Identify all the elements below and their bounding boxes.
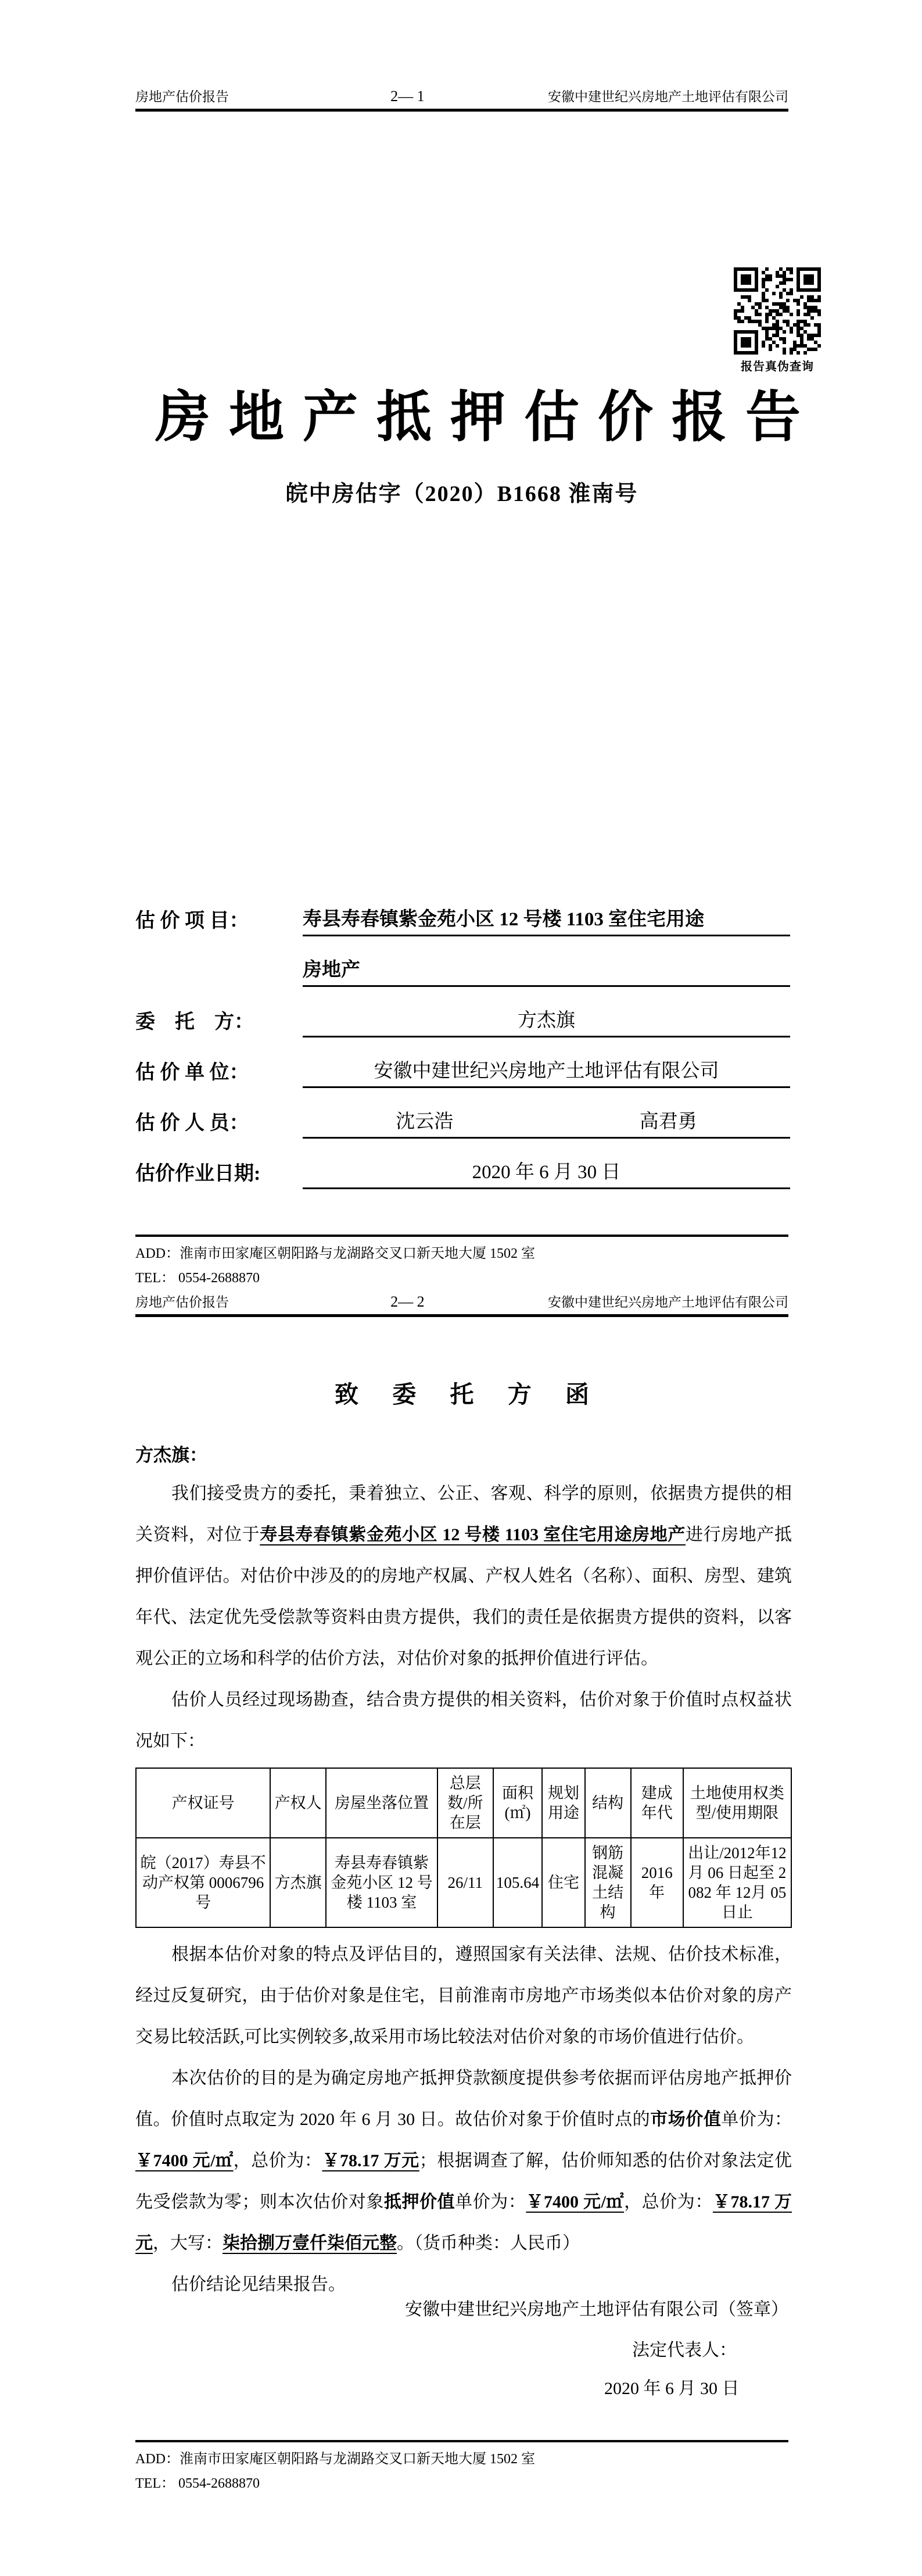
- field-client-value: 方杰旗: [303, 1005, 790, 1037]
- field-staff-value-1: 沈云浩: [396, 1111, 454, 1132]
- field-date: [135, 1139, 790, 1189]
- field-date-value: 2020 年 6 月 30 日: [303, 1157, 790, 1189]
- qr-caption: 报告真伪查询: [741, 360, 814, 373]
- field-project-value-line1: 寿县寿春镇紫金苑小区 12 号楼 1103 室住宅用途: [303, 904, 790, 936]
- running-header-company: 安徽中建世纪兴房地产土地评估有限公司: [548, 1295, 788, 1310]
- field-staff-label: 估 价 人 员：: [135, 1112, 249, 1134]
- field-staff-values: [303, 1106, 790, 1139]
- field-agency-label: 估 价 单 位：: [135, 1062, 249, 1083]
- cell-planned-use: 住宅: [542, 1838, 584, 1927]
- page1-running-footer: [135, 1235, 788, 1290]
- signature-date: 2020 年 6 月 30 日: [604, 2379, 740, 2398]
- table-header-row: [136, 1768, 791, 1838]
- col-land-use-right: 土地使用权类型/使用期限: [683, 1768, 791, 1838]
- footer-telephone: TEL： 0554-2688870: [135, 1271, 260, 1286]
- cell-year-built: 2016 年: [631, 1838, 683, 1927]
- paragraph-engagement: 我们接受贵方的委托，秉着独立、公正、客观、科学的原则，依据贵方提供的相关资料，对位于寿县寿春镇紫金苑小区 12 号楼 1103 室住宅用途房地产进行房地产抵押价值评估。对估价中涉及的的房地产权属、产权人姓名（名称）、面积、房型、建筑年代、法定优先受偿款等资料由贵方提供，我们的责任是依据贵方提供的资料，以客观公正的立场和科学的估价方法，对估价对象的抵押价值进行评估。: [135, 1484, 792, 1668]
- letter-body: [135, 1473, 792, 2305]
- field-staff: [135, 1088, 790, 1139]
- cell-land-use-right: 出让/2012年12 月 06 日起至 2082 年 12月 05 日止: [683, 1838, 791, 1927]
- running-header-page-number: 2— 2: [390, 1293, 425, 1310]
- col-area: 面积(㎡): [493, 1768, 543, 1838]
- field-project-line2: [303, 936, 790, 987]
- field-agency-value: 安徽中建世纪兴房地产土地评估有限公司: [303, 1056, 790, 1088]
- field-project-value-line2: 房地产: [303, 954, 790, 987]
- cell-structure: 钢筋混凝土结构: [585, 1838, 631, 1927]
- running-header-doc-type: 房地产估价报告: [135, 90, 229, 104]
- cover-form: [135, 886, 790, 1189]
- col-floors: 总层数/所在层: [437, 1768, 493, 1838]
- cell-location: 寿县寿春镇紫金苑小区 12 号楼 1103 室: [326, 1838, 437, 1927]
- running-header-company: 安徽中建世纪兴房地产土地评估有限公司: [548, 90, 788, 104]
- col-owner: 产权人: [270, 1768, 326, 1838]
- page1-running-header: [135, 86, 788, 112]
- field-client-label: 委 托 方：: [135, 1011, 254, 1033]
- paragraph-method: 根据本估价对象的特点及评估目的，遵照国家有关法律、法规、估价技术标准，经过反复研究，由于估价对象是住宅，目前淮南市房地产市场类似本估价对象的房产交易比较活跃,可比实例较多,故采用市场比较法对估价对象的市场价值进行估价。: [135, 1945, 792, 2047]
- running-header-doc-type: 房地产估价报告: [135, 1295, 229, 1310]
- document-title: 房地产抵押估价报告: [155, 387, 819, 448]
- col-year-built: 建成年代: [631, 1768, 683, 1838]
- col-structure: 结构: [585, 1768, 631, 1838]
- paragraph-valuation-result: 本次估价的目的是为确定房地产抵押贷款额度提供参考依据而评估房地产抵押价值。价值时点取定为 2020 年 6 月 30 日。故估价对象于价值时点的市场价值单价为：￥7400 元/㎡，总价为：￥78.17 万元；根据调查了解，估价师知悉的估价对象法定优先受偿款为零；则本次估价对象抵押价值单价为：￥7400 元/㎡，总价为：￥78.17 万元，大写：柒拾捌万壹仟柒佰元整。（货币种类：人民币）: [135, 2069, 792, 2253]
- page2-running-footer: [135, 2440, 788, 2496]
- cell-owner: 方杰旗: [270, 1838, 326, 1927]
- field-client: [135, 987, 790, 1037]
- letter-salutation: 方杰旗：: [135, 1445, 207, 1465]
- col-planned-use: 规划用途: [542, 1768, 584, 1838]
- paragraph-inspection: 估价人员经过现场勘查，结合贵方提供的相关资料，估价对象于价值时点权益状况如下：: [135, 1690, 792, 1751]
- field-project: [135, 886, 790, 936]
- cell-cert-number: 皖（2017）寿县不动产权第 0006796 号: [136, 1838, 270, 1927]
- table-data-row: [136, 1838, 791, 1927]
- cell-area: 105.64: [493, 1838, 543, 1927]
- qr-block: [734, 267, 821, 374]
- field-project-label: 估 价 项 目：: [135, 910, 249, 932]
- col-location: 房屋坐落位置: [326, 1768, 437, 1838]
- property-rights-table: [135, 1768, 792, 1928]
- field-agency: [135, 1037, 790, 1088]
- col-cert-number: 产权证号: [136, 1768, 270, 1838]
- cell-floors: 26/11: [437, 1838, 493, 1927]
- signature-company: 安徽中建世纪兴房地产土地评估有限公司（签章）: [405, 2300, 788, 2319]
- document-number: 皖中房估字（2020）B1668 淮南号: [285, 482, 638, 506]
- field-staff-value-2: 高君勇: [639, 1111, 697, 1132]
- footer-address: ADD：淮南市田家庵区朝阳路与龙湖路交叉口新天地大厦 1502 室: [135, 2452, 535, 2467]
- signature-legal-rep: 法定代表人：: [632, 2341, 737, 2360]
- page2-running-header: [135, 1291, 788, 1317]
- field-date-label: 估价作业日期:: [135, 1163, 261, 1185]
- footer-telephone: TEL： 0554-2688870: [135, 2476, 260, 2491]
- qr-code-icon: [734, 267, 821, 355]
- footer-address: ADD：淮南市田家庵区朝阳路与龙湖路交叉口新天地大厦 1502 室: [135, 1246, 535, 1261]
- paragraph-conclusion-ref: 估价结论见结果报告。: [171, 2275, 346, 2294]
- letter-title: 致 委 托 方 函: [335, 1381, 603, 1408]
- running-header-page-number: 2— 1: [390, 88, 425, 105]
